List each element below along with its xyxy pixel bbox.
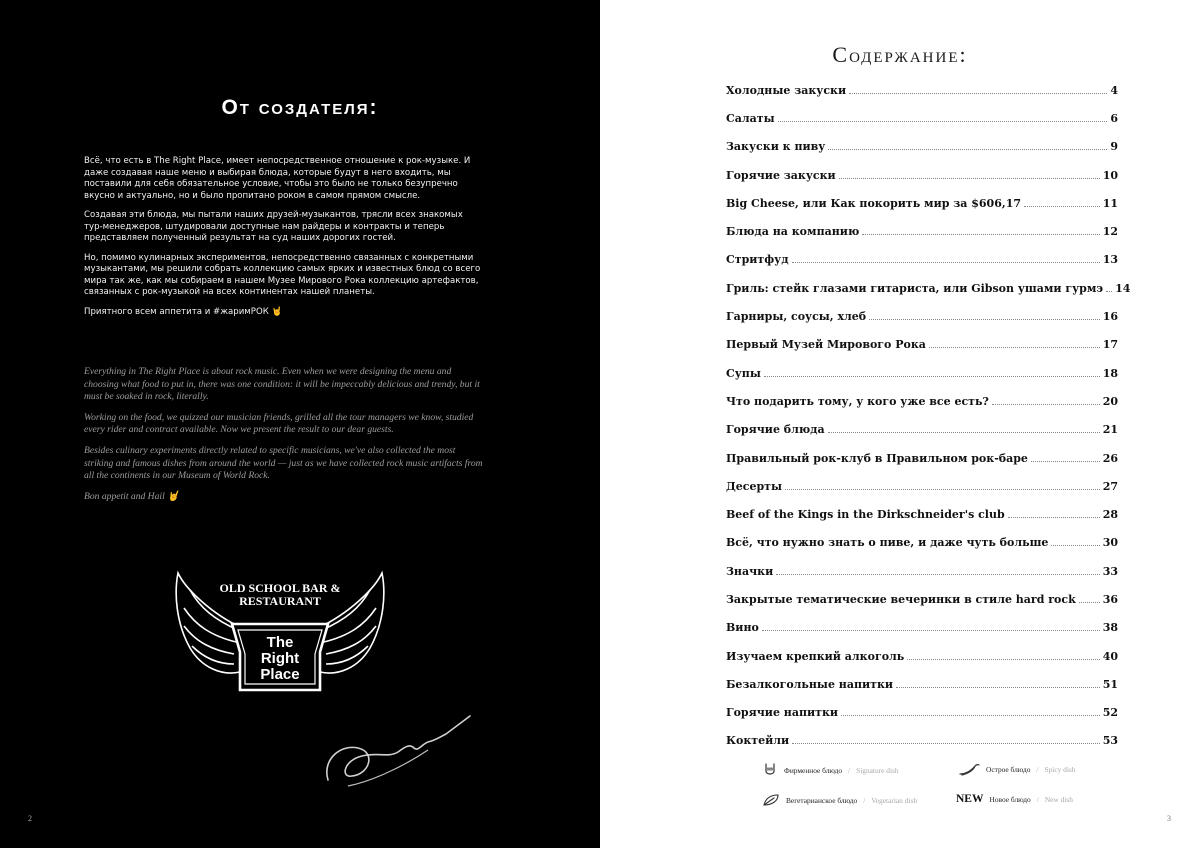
toc-leader-dots: [929, 347, 1100, 348]
toc-entry-label: Салаты: [726, 111, 775, 125]
toc-entry-page: 33: [1102, 564, 1118, 578]
legend-spicy: [958, 762, 1076, 776]
toc-leader-dots: [792, 743, 1100, 744]
legend-signature: [762, 762, 899, 778]
toc-leader-dots: [1079, 602, 1100, 603]
toc-entry-page: 13: [1102, 253, 1118, 267]
toc-entry-page: 30: [1102, 536, 1118, 550]
toc-entry-label: Холодные закуски: [726, 83, 847, 97]
toc-entry-page: 27: [1102, 479, 1118, 493]
toc-entry-page: 53: [1102, 734, 1118, 748]
toc-entry[interactable]: [726, 472, 1118, 500]
toc-leader-dots: [839, 178, 1100, 179]
en-paragraph: Everything in The Right Place is about rock music. Even when we were designing the menu and choosing what food to put in, there was one condition: it will be impeccably delicious and trendy, but it must be soaked in rock, literally.: [84, 366, 480, 403]
legend-separator: /: [1036, 764, 1039, 774]
signature-icon: [318, 700, 474, 790]
toc-entry-page: 16: [1102, 310, 1118, 324]
toc-entry[interactable]: [726, 500, 1118, 528]
right-page: [600, 0, 1200, 848]
legend-separator: /: [863, 795, 866, 805]
toc-entry[interactable]: [726, 217, 1118, 245]
toc-entry-label: Горячие напитки: [726, 706, 839, 720]
legend-new: [956, 793, 1073, 805]
legend-label: Острое блюдо: [986, 764, 1031, 774]
toc-entry-label: Гарниры, соусы, хлеб: [726, 310, 867, 324]
toc-entry[interactable]: [726, 387, 1118, 415]
logo-name: Place: [260, 666, 300, 683]
toc-entry[interactable]: [726, 104, 1118, 132]
toc-entry-page: 6: [1110, 111, 1118, 125]
toc-leader-dots: [1031, 461, 1100, 462]
restaurant-logo: [160, 568, 400, 718]
toc-entry-label: Вино: [726, 621, 759, 635]
toc-entry-label: Горячие блюда: [726, 423, 825, 437]
toc-entry-page: 26: [1102, 451, 1118, 465]
en-paragraph: Working on the food, we quizzed our musician friends, grilled all the tour managers we know, studied every rider and contract available. Now we present the result to our dear guests.: [84, 411, 474, 436]
chili-icon: [958, 762, 980, 776]
toc-entry-label: Закрытые тематические вечеринки в стиле hard rock: [726, 592, 1076, 606]
toc-leader-dots: [762, 630, 1100, 631]
toc-leader-dots: [792, 262, 1100, 263]
toc-entry[interactable]: [726, 331, 1118, 359]
legend-separator: /: [848, 765, 851, 775]
toc-entry-page: 21: [1102, 423, 1118, 437]
toc-leader-dots: [776, 574, 1099, 575]
en-paragraph: Besides culinary experiments directly related to specific musicians, we've also collected the most striking and famous dishes from around the world — just as we have collected rock music artifacts from all the continents in our Museum of World Rock.: [84, 444, 483, 482]
toc-leader-dots: [1106, 291, 1112, 292]
page-number-right: 3: [1167, 814, 1171, 823]
toc-entry[interactable]: [726, 76, 1118, 104]
toc-entry-label: Супы: [726, 366, 761, 380]
ru-paragraph: Всё, что есть в The Right Place, имеет непосредственное отношение к рок-музыке. И даже создавая наше меню и выбирая блюда, которые будут в него входить, мы поставили для себя обязательное условие, чтобы это было не только безупречно вкусно и актуально, но и было пропитано роком в самом прямом смысле.: [84, 156, 471, 201]
toc-entry[interactable]: [726, 557, 1118, 585]
ru-paragraph: Но, помимо кулинарных экспериментов, непосредственно связанных с конкретными музыкантами, мы решили собрать коллекцию самых ярких и известных блюд со всего мира так же, как мы собираем в нашем Музее Мирового Рока коллекцию артефактов, связанных с рок-музыкой на всех континентах нашей планеты.: [84, 252, 481, 297]
toc-entry-page: 38: [1102, 621, 1118, 635]
toc-entry[interactable]: [726, 529, 1118, 557]
toc-entry-page: 52: [1102, 706, 1118, 720]
toc-entry-page: 20: [1102, 394, 1118, 408]
toc-leader-dots: [828, 149, 1107, 150]
toc-leader-dots: [785, 489, 1100, 490]
toc-entry-page: 18: [1102, 366, 1118, 380]
legend-vegetarian: [762, 793, 917, 807]
toc-leader-dots: [1008, 517, 1100, 518]
toc-entry[interactable]: [726, 444, 1118, 472]
toc-leader-dots: [862, 234, 1099, 235]
toc-entry-page: 40: [1102, 649, 1118, 663]
toc-entry[interactable]: [726, 670, 1118, 698]
creator-text-ru: [84, 156, 484, 326]
toc-entry-label: Beef of the Kings in the Dirkschneider's club: [726, 508, 1005, 522]
toc-entry-label: Стритфуд: [726, 253, 789, 267]
toc-entry-label: Закуски к пиву: [726, 140, 826, 154]
toc-entry[interactable]: [726, 614, 1118, 642]
toc-entry[interactable]: [726, 727, 1118, 755]
toc-entry-page: 9: [1110, 140, 1118, 154]
legend-label: Новое блюдо: [989, 794, 1031, 804]
toc-entry[interactable]: [726, 302, 1118, 330]
toc-leader-dots: [1051, 545, 1099, 546]
toc-entry-page: 51: [1102, 677, 1118, 691]
rock-hand-icon: [762, 762, 778, 778]
en-paragraph: Bon appetit and Hail 🤘: [84, 490, 180, 502]
logo-tagline: RESTAURANT: [239, 594, 321, 608]
new-mark: NEW: [956, 793, 984, 805]
legend-separator: /: [1036, 794, 1039, 804]
toc-entry[interactable]: [726, 189, 1118, 217]
toc-entry-page: 10: [1102, 168, 1118, 182]
toc-entry-label: Big Cheese, или Как покорить мир за $606,17: [726, 196, 1022, 210]
toc-entry[interactable]: [726, 359, 1118, 387]
toc-entry-label: Гриль: стейк глазами гитариста, или Gibson ушами гурмэ: [726, 281, 1104, 295]
ru-paragraph: Приятного всем аппетита и #жаримРОК 🤘: [84, 306, 283, 317]
toc-entry-label: Первый Музей Мирового Рока: [726, 338, 926, 352]
page-number-left: 2: [28, 814, 32, 823]
toc-entry-label: Всё, что нужно знать о пиве, и даже чуть больше: [726, 536, 1049, 550]
toc-entry[interactable]: [726, 161, 1118, 189]
toc-entry-label: Блюда на компанию: [726, 225, 860, 239]
toc-leader-dots: [992, 404, 1100, 405]
toc-entry-label: Значки: [726, 564, 774, 578]
ru-paragraph: Создавая эти блюда, мы пытали наших друзей-музыкантов, трясли всех знакомых тур-менеджеров, штудировали доступные нам райдеры и контракты и теперь представляем полученный результат на суд наших дорогих гостей.: [84, 210, 463, 243]
toc-entry[interactable]: [726, 274, 1131, 302]
toc-entry-page: 28: [1102, 508, 1118, 522]
toc-entry[interactable]: [726, 585, 1118, 613]
toc-leader-dots: [907, 659, 1099, 660]
logo-tagline: OLD SCHOOL BAR &: [219, 581, 341, 595]
toc-title: Содержание:: [832, 42, 968, 67]
table-of-contents: [726, 76, 1131, 755]
leaf-icon: [762, 793, 780, 807]
toc-entry-page: 17: [1102, 338, 1118, 352]
toc-entry-page: 14: [1115, 281, 1131, 295]
toc-leader-dots: [1024, 206, 1100, 207]
toc-entry-label: Изучаем крепкий алкоголь: [726, 649, 905, 663]
toc-entry-label: Коктейли: [726, 734, 790, 748]
creator-title: От создателя:: [221, 96, 379, 119]
toc-leader-dots: [828, 432, 1100, 433]
legend-label-en: Signature dish: [856, 765, 899, 775]
toc-leader-dots: [849, 93, 1107, 94]
toc-entry-label: Десерты: [726, 479, 783, 493]
toc-entry-label: Что подарить тому, у кого уже все есть?: [726, 394, 989, 408]
toc-entry[interactable]: [726, 133, 1118, 161]
toc-entry-label: Горячие закуски: [726, 168, 836, 182]
legend-label: Вегетарианское блюдо: [786, 795, 858, 805]
toc-entry[interactable]: [726, 246, 1118, 274]
toc-entry[interactable]: [726, 642, 1118, 670]
toc-leader-dots: [841, 715, 1100, 716]
logo-name: Right: [260, 650, 300, 667]
toc-entry-label: Правильный рок-клуб в Правильном рок-баре: [726, 451, 1028, 465]
logo-name: The: [266, 634, 294, 651]
legend-label: Фирменное блюдо: [784, 765, 843, 775]
toc-entry-page: 4: [1110, 83, 1118, 97]
toc-entry[interactable]: [726, 416, 1118, 444]
toc-entry[interactable]: [726, 699, 1118, 727]
toc-entry-page: 11: [1102, 196, 1118, 210]
toc-leader-dots: [778, 121, 1108, 122]
toc-entry-label: Безалкогольные напитки: [726, 677, 894, 691]
toc-entry-page: 36: [1102, 592, 1118, 606]
toc-entry-page: 12: [1102, 225, 1118, 239]
toc-leader-dots: [896, 687, 1100, 688]
toc-leader-dots: [764, 376, 1100, 377]
toc-leader-dots: [869, 319, 1100, 320]
legend-label-en: New dish: [1044, 794, 1073, 804]
legend-label-en: Spicy dish: [1044, 764, 1076, 774]
creator-text-en: [84, 366, 484, 511]
legend-label-en: Vegetarian dish: [871, 795, 918, 805]
